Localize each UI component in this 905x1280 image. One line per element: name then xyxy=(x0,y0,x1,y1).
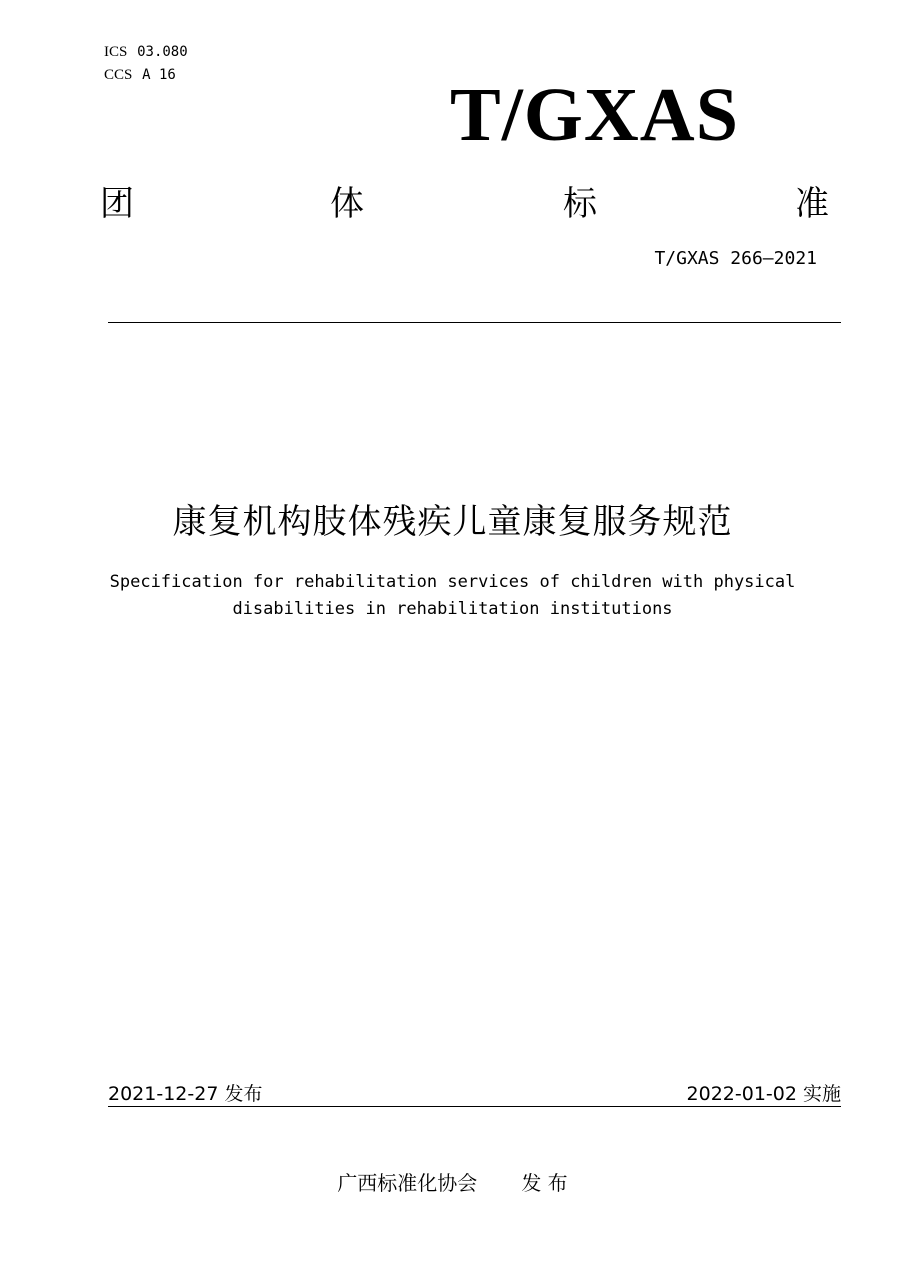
title-english-line-1: Specification for rehabilitation services of children with physical xyxy=(109,572,796,592)
standard-logo: T/GXAS xyxy=(450,73,739,157)
standard-number: T/GXAS 266—2021 xyxy=(654,248,817,269)
ics-line xyxy=(104,44,188,61)
ics-value: 03.080 xyxy=(137,44,188,60)
ccs-value: A 16 xyxy=(142,67,176,83)
standard-type-char-1: 团 xyxy=(100,184,134,224)
publish-label: 发 布 xyxy=(521,1171,568,1195)
standard-type-char-3: 标 xyxy=(563,184,597,224)
publisher-name: 广西标准化协会 xyxy=(337,1171,478,1195)
title-chinese: 康复机构肢体残疾儿童康复服务规范 xyxy=(172,502,733,542)
implementation-date: 2022-01-02 实施 xyxy=(686,1083,841,1105)
ics-label: ICS xyxy=(104,44,128,60)
bottom-divider xyxy=(108,1106,841,1107)
publisher-line xyxy=(0,1167,905,1196)
ccs-label: CCS xyxy=(104,67,133,83)
issue-date: 2021-12-27 发布 xyxy=(108,1083,263,1105)
ccs-line xyxy=(104,67,176,84)
standard-type-char-4: 准 xyxy=(795,184,829,224)
title-english-line-2: disabilities in rehabilitation institutions xyxy=(232,599,673,619)
standard-type-char-2: 体 xyxy=(330,184,364,224)
top-divider xyxy=(108,322,841,323)
